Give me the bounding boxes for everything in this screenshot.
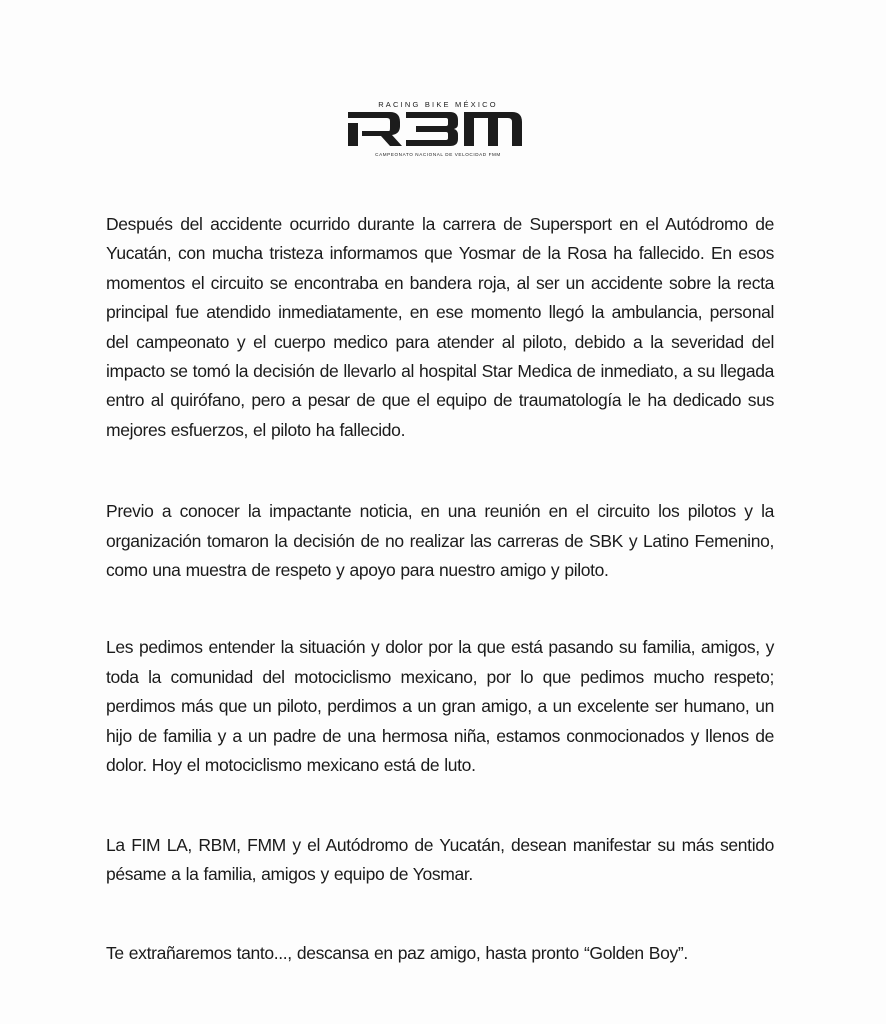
paragraph-condolences: La FIM LA, RBM, FMM y el Autódromo de Yucatán, desean manifestar su más sentido pésame a la familia, amigos y equipo de Yosmar. [106,834,774,884]
svg-text:CAMPEONATO NACIONAL DE VELOCID: CAMPEONATO NACIONAL DE VELOCIDAD FMM [375,152,501,157]
statement-body [106,210,774,969]
paragraph-accident: Después del accidente ocurrido durante la carrera de Supersport en el Autódromo de Yucatán, con mucha tristeza informamos que Yosmar de la Rosa ha fallecido. En esos momentos el circuito se encontraba en bandera roja, al ser un accidente sobre la recta principal fue atendido inmediatamente, en ese momento llegó la ambulancia, personal del campeonato y el cuerpo medico para atender al piloto, debido a la severidad del impacto se tomó la decisión de llevarlo al hospital Star Medica de inmediato, a su llegada entro al quirófano, pero a pesar de que el equipo de traumatología le ha dedicado sus mejores esfuerzos, el piloto ha fallecido. [106,214,774,440]
paragraph-farewell: Te extrañaremos tanto..., descansa en paz amigo, hasta pronto “Golden Boy”. [106,943,688,964]
rbm-logo-graphic [346,98,526,162]
paragraph-respect-request: Les pedimos entender la situación y dolor por la que está pasando su familia, amigos, y toda la comunidad del motociclismo mexicano, por lo que pedimos mucho respeto; perdimos más que un piloto, perdimos a un gran amigo, a un excelente ser humano, un hijo de familia y a un padre de una hermosa niña, estamos conmocionados y llenos de dolor. Hoy el motociclismo mexicano está de luto. [106,637,774,776]
svg-text:RACING BIKE MÉXICO: RACING BIKE MÉXICO [378,100,498,109]
rbm-logo [346,98,526,162]
paragraph-races-cancelled: Previo a conocer la impactante noticia, en una reunión en el circuito los pilotos y la organización tomaron la decisión de no realizar las carreras de SBK y Latino Femenino, como una muestra de respeto y apoyo para nuestro amigo y piloto. [106,501,774,581]
